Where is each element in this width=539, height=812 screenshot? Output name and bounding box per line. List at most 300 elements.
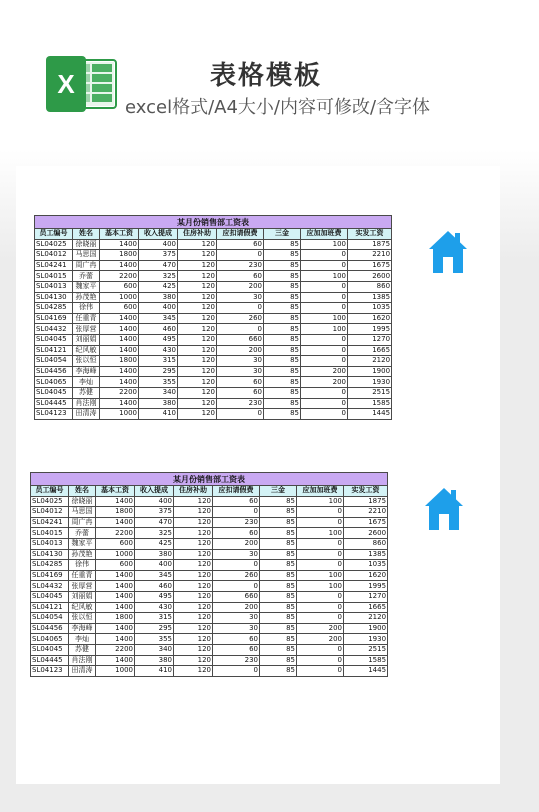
table-cell: 1995 xyxy=(348,324,392,335)
column-header: 员工编号 xyxy=(35,229,73,240)
table-cell: 1000 xyxy=(96,666,135,677)
table-cell: 470 xyxy=(135,517,174,528)
table-cell: 315 xyxy=(135,613,174,624)
table-cell: 2515 xyxy=(348,387,392,398)
table-cell: SL04045 xyxy=(35,334,73,345)
logo-letter: X xyxy=(57,69,75,99)
table-cell: 1400 xyxy=(96,496,135,507)
table-cell: 120 xyxy=(174,623,213,634)
table-cell: 85 xyxy=(264,292,301,303)
table-cell: 任重青 xyxy=(69,570,96,581)
table-cell: 120 xyxy=(178,292,217,303)
table-cell: 1675 xyxy=(348,260,392,271)
table-cell: SL04054 xyxy=(31,613,69,624)
table-cell: 495 xyxy=(135,591,174,602)
table-cell: 0 xyxy=(297,549,344,560)
table-cell: 60 xyxy=(213,644,260,655)
table-cell: 120 xyxy=(178,398,217,409)
column-header: 基本工资 xyxy=(100,229,139,240)
table-cell: 355 xyxy=(139,377,178,388)
table-cell: SL04432 xyxy=(35,324,73,335)
table-cell: 120 xyxy=(178,345,217,356)
table-cell: 60 xyxy=(217,387,264,398)
table-cell: 60 xyxy=(213,496,260,507)
table-cell: 0 xyxy=(213,507,260,518)
table-row xyxy=(31,655,388,666)
table-cell: 肖法刚 xyxy=(69,655,96,666)
table-cell: 85 xyxy=(260,496,297,507)
column-header: 应加加班费 xyxy=(301,229,348,240)
table-cell: 120 xyxy=(178,377,217,388)
table-cell: 85 xyxy=(264,409,301,420)
table-cell: 1800 xyxy=(96,613,135,624)
table-cell: 345 xyxy=(139,313,178,324)
table-cell: 120 xyxy=(174,591,213,602)
table-cell: SL04445 xyxy=(31,655,69,666)
table-cell: 0 xyxy=(213,560,260,571)
table-cell: 0 xyxy=(297,560,344,571)
column-header: 基本工资 xyxy=(96,486,135,497)
table-cell: SL04123 xyxy=(35,409,73,420)
table-cell: 120 xyxy=(174,581,213,592)
table-cell: 1665 xyxy=(348,345,392,356)
table-cell: 230 xyxy=(213,517,260,528)
table-cell: 295 xyxy=(135,623,174,634)
table-cell: SL04121 xyxy=(31,602,69,613)
table-cell: 100 xyxy=(297,581,344,592)
table-row xyxy=(31,602,388,613)
table-cell: 周广冉 xyxy=(69,517,96,528)
table-cell: 600 xyxy=(100,281,139,292)
table-cell: SL04432 xyxy=(31,581,69,592)
table-cell: 325 xyxy=(139,271,178,282)
table-cell: 85 xyxy=(264,271,301,282)
table-cell: 85 xyxy=(264,239,301,250)
table-cell: 0 xyxy=(297,602,344,613)
table-cell: 85 xyxy=(260,507,297,518)
table-cell: SL04123 xyxy=(31,666,69,677)
table-cell: 120 xyxy=(178,356,217,367)
table-cell: 肖法刚 xyxy=(73,398,100,409)
table-cell: 260 xyxy=(213,570,260,581)
table-row xyxy=(35,334,392,345)
table-cell: 260 xyxy=(217,313,264,324)
table-cell: 120 xyxy=(178,271,217,282)
column-header: 实发工资 xyxy=(348,229,392,240)
table-cell: 1995 xyxy=(344,581,388,592)
table-row xyxy=(31,644,388,655)
table-cell: 0 xyxy=(301,398,348,409)
table-cell: SL04241 xyxy=(35,260,73,271)
table-row xyxy=(35,292,392,303)
column-header: 应扣请假费 xyxy=(213,486,260,497)
table-cell: 1585 xyxy=(344,655,388,666)
table-cell: 纪风敏 xyxy=(73,345,100,356)
table-cell: 徐伟 xyxy=(69,560,96,571)
table-cell: 660 xyxy=(217,334,264,345)
table-cell: SL04169 xyxy=(35,313,73,324)
table-cell: SL04121 xyxy=(35,345,73,356)
table-cell: 120 xyxy=(178,334,217,345)
table-cell: 1400 xyxy=(100,324,139,335)
table-cell: 1270 xyxy=(348,334,392,345)
house-icon xyxy=(424,487,464,531)
table-cell: 0 xyxy=(301,387,348,398)
table-cell: 1800 xyxy=(100,250,139,261)
table-cell: 85 xyxy=(264,334,301,345)
table-cell: SL04012 xyxy=(31,507,69,518)
table-cell: 120 xyxy=(178,239,217,250)
table-cell: 1675 xyxy=(344,517,388,528)
table-cell: 85 xyxy=(264,250,301,261)
table-cell: 1000 xyxy=(100,292,139,303)
table-cell: 85 xyxy=(264,356,301,367)
table-cell: 60 xyxy=(213,528,260,539)
table-cell: 0 xyxy=(297,507,344,518)
table-cell: 1400 xyxy=(100,377,139,388)
table-cell: 1400 xyxy=(96,591,135,602)
table-cell: 0 xyxy=(301,281,348,292)
table-cell: 860 xyxy=(344,538,388,549)
table-cell: 85 xyxy=(260,623,297,634)
table-cell: 0 xyxy=(297,538,344,549)
table-cell: 0 xyxy=(297,613,344,624)
table-row xyxy=(31,634,388,645)
table-cell: SL04045 xyxy=(31,644,69,655)
table-cell: 1875 xyxy=(348,239,392,250)
table-cell: 120 xyxy=(178,409,217,420)
salary-table-2 xyxy=(30,472,388,677)
table-cell: 600 xyxy=(100,303,139,314)
table-cell: 1000 xyxy=(100,409,139,420)
table-cell: 100 xyxy=(297,570,344,581)
table-row xyxy=(35,271,392,282)
table-cell: 0 xyxy=(297,591,344,602)
table-cell: 120 xyxy=(178,303,217,314)
table-cell: 60 xyxy=(217,239,264,250)
table-cell: 340 xyxy=(135,644,174,655)
table-cell: 李灿 xyxy=(73,377,100,388)
table-cell: 340 xyxy=(139,387,178,398)
table-cell: SL04045 xyxy=(35,387,73,398)
table-cell: 0 xyxy=(301,409,348,420)
column-header: 收入提成 xyxy=(139,229,178,240)
table-row xyxy=(31,623,388,634)
table-row xyxy=(35,250,392,261)
table-cell: 120 xyxy=(178,260,217,271)
table-cell: 2600 xyxy=(344,528,388,539)
table-row xyxy=(31,581,388,592)
table-row xyxy=(35,260,392,271)
table-row xyxy=(31,560,388,571)
table-cell: SL04013 xyxy=(31,538,69,549)
table-cell: 85 xyxy=(260,602,297,613)
table-cell: 600 xyxy=(96,538,135,549)
table-cell: 85 xyxy=(264,260,301,271)
table-row xyxy=(31,613,388,624)
table-cell: SL04025 xyxy=(31,496,69,507)
table-cell: 2515 xyxy=(344,644,388,655)
table-cell: 100 xyxy=(301,271,348,282)
table-cell: 120 xyxy=(174,655,213,666)
table-cell: 100 xyxy=(301,239,348,250)
table-cell: 1400 xyxy=(100,313,139,324)
table-cell: 230 xyxy=(217,260,264,271)
table-cell: 30 xyxy=(213,623,260,634)
table-cell: 1930 xyxy=(344,634,388,645)
table-cell: 100 xyxy=(301,324,348,335)
table-cell: 315 xyxy=(139,356,178,367)
table-cell: 0 xyxy=(217,303,264,314)
column-header: 实发工资 xyxy=(344,486,388,497)
table-cell: 425 xyxy=(139,281,178,292)
table-cell: 2200 xyxy=(96,528,135,539)
table-cell: SL04130 xyxy=(31,549,69,560)
table-cell: SL04241 xyxy=(31,517,69,528)
table-cell: 李海峰 xyxy=(69,623,96,634)
table-cell: SL04130 xyxy=(35,292,73,303)
page-subtitle: excel格式/A4大小/内容可修改/含字体 xyxy=(125,97,431,118)
table-cell: 120 xyxy=(178,387,217,398)
table-cell: 85 xyxy=(264,303,301,314)
table-cell: 1800 xyxy=(96,507,135,518)
table-cell: 120 xyxy=(174,538,213,549)
table-cell: 85 xyxy=(264,387,301,398)
table-cell: 刘丽娟 xyxy=(69,591,96,602)
table-cell: 0 xyxy=(301,356,348,367)
table-cell: 周广冉 xyxy=(73,260,100,271)
table-cell: 200 xyxy=(213,602,260,613)
table-cell: 1400 xyxy=(100,366,139,377)
table-cell: 1035 xyxy=(348,303,392,314)
table-cell: 徐晓丽 xyxy=(69,496,96,507)
table-cell: 乔蕾 xyxy=(73,271,100,282)
table-cell: 1400 xyxy=(100,334,139,345)
table-cell: 410 xyxy=(135,666,174,677)
table-cell: 乔蕾 xyxy=(69,528,96,539)
table-cell: 120 xyxy=(178,324,217,335)
table-cell: 孙茂艳 xyxy=(73,292,100,303)
column-header: 姓名 xyxy=(69,486,96,497)
table-cell: 85 xyxy=(260,549,297,560)
table-cell: 200 xyxy=(213,538,260,549)
table-cell: 375 xyxy=(139,250,178,261)
table-cell: 纪风敏 xyxy=(69,602,96,613)
table-cell: 230 xyxy=(217,398,264,409)
table-cell: 任重青 xyxy=(73,313,100,324)
table-cell: 1385 xyxy=(348,292,392,303)
table-cell: 60 xyxy=(217,377,264,388)
table-cell: 1400 xyxy=(96,517,135,528)
table-cell: 495 xyxy=(139,334,178,345)
table-cell: 85 xyxy=(264,345,301,356)
table-cell: 120 xyxy=(174,560,213,571)
table-cell: 200 xyxy=(297,634,344,645)
table-cell: 1400 xyxy=(96,634,135,645)
table-cell: 苏健 xyxy=(69,644,96,655)
table-cell: 0 xyxy=(213,581,260,592)
table-cell: 85 xyxy=(260,517,297,528)
table-cell: SL04013 xyxy=(35,281,73,292)
table-cell: 85 xyxy=(260,560,297,571)
table-cell: 85 xyxy=(264,366,301,377)
table-cell: 1400 xyxy=(100,345,139,356)
table-cell: 0 xyxy=(297,517,344,528)
table-cell: SL04169 xyxy=(31,570,69,581)
table-cell: 85 xyxy=(264,377,301,388)
table-cell: 田清涛 xyxy=(73,409,100,420)
table-cell: 400 xyxy=(139,239,178,250)
table-header-row xyxy=(31,486,388,497)
table-cell: 0 xyxy=(301,334,348,345)
table-cell: 85 xyxy=(260,570,297,581)
table-cell: 魏家平 xyxy=(73,281,100,292)
table-cell: 1665 xyxy=(344,602,388,613)
table-header-row xyxy=(35,229,392,240)
table-cell: 徐晓丽 xyxy=(73,239,100,250)
table-row xyxy=(31,549,388,560)
table-cell: 120 xyxy=(178,250,217,261)
table-cell: 张以恒 xyxy=(73,356,100,367)
table-row xyxy=(35,366,392,377)
table-cell: 1035 xyxy=(344,560,388,571)
table-cell: 85 xyxy=(260,581,297,592)
table-cell: 200 xyxy=(217,345,264,356)
table-cell: 1445 xyxy=(344,666,388,677)
table-cell: 120 xyxy=(174,496,213,507)
table-cell: 1400 xyxy=(96,570,135,581)
table-cell: 0 xyxy=(301,303,348,314)
table-cell: 60 xyxy=(217,271,264,282)
table-cell: 0 xyxy=(217,250,264,261)
table-cell: 120 xyxy=(174,570,213,581)
table-cell: 2120 xyxy=(344,613,388,624)
table-cell: SL04445 xyxy=(35,398,73,409)
table-cell: 295 xyxy=(139,366,178,377)
table-cell: 85 xyxy=(260,528,297,539)
column-header: 应扣请假费 xyxy=(217,229,264,240)
table-cell: 200 xyxy=(301,377,348,388)
table-cell: 85 xyxy=(260,634,297,645)
table-cell: 1875 xyxy=(344,496,388,507)
table-cell: 0 xyxy=(217,409,264,420)
table-cell: 200 xyxy=(301,366,348,377)
table-cell: 马思国 xyxy=(69,507,96,518)
table-title-row xyxy=(31,473,388,486)
table-cell: SL04015 xyxy=(35,271,73,282)
table-cell: 200 xyxy=(297,623,344,634)
house-icon xyxy=(428,230,468,274)
table-cell: 1445 xyxy=(348,409,392,420)
table-cell: 0 xyxy=(301,345,348,356)
table-cell: SL04025 xyxy=(35,239,73,250)
table-row xyxy=(31,570,388,581)
table-title: 某月份销售部工资表 xyxy=(35,216,392,229)
table-row xyxy=(35,281,392,292)
table-cell: SL04065 xyxy=(35,377,73,388)
table-cell: 120 xyxy=(174,634,213,645)
table-row xyxy=(31,517,388,528)
table-cell: 孙茂艳 xyxy=(69,549,96,560)
table-cell: 1385 xyxy=(344,549,388,560)
table-cell: 2200 xyxy=(100,271,139,282)
table-cell: 430 xyxy=(139,345,178,356)
table-cell: 375 xyxy=(135,507,174,518)
table-cell: 400 xyxy=(135,496,174,507)
table-cell: 魏家平 xyxy=(69,538,96,549)
table-cell: 100 xyxy=(297,496,344,507)
table-cell: SL04054 xyxy=(35,356,73,367)
table-cell: 0 xyxy=(213,666,260,677)
table-cell: 380 xyxy=(135,655,174,666)
table-row xyxy=(31,528,388,539)
table-cell: 400 xyxy=(135,560,174,571)
table-cell: 张厚营 xyxy=(69,581,96,592)
table-cell: 325 xyxy=(135,528,174,539)
table-cell: 120 xyxy=(178,366,217,377)
table-cell: 85 xyxy=(264,398,301,409)
table-cell: SL04065 xyxy=(31,634,69,645)
table-cell: SL04285 xyxy=(31,560,69,571)
table-cell: 470 xyxy=(139,260,178,271)
table-row xyxy=(31,507,388,518)
table-cell: 380 xyxy=(135,549,174,560)
column-header: 员工编号 xyxy=(31,486,69,497)
table-cell: 0 xyxy=(297,666,344,677)
table-cell: 0 xyxy=(297,655,344,666)
table-cell: 1400 xyxy=(96,655,135,666)
page-title: 表格模板 xyxy=(210,61,323,91)
column-header: 三金 xyxy=(264,229,301,240)
table-title-row xyxy=(35,216,392,229)
table-row xyxy=(35,303,392,314)
table-row xyxy=(35,356,392,367)
table-cell: 30 xyxy=(213,613,260,624)
table-row xyxy=(35,377,392,388)
table-cell: 1400 xyxy=(100,260,139,271)
table-cell: 380 xyxy=(139,292,178,303)
excel-logo-icon xyxy=(46,56,118,112)
table-cell: 李灿 xyxy=(69,634,96,645)
table-cell: 660 xyxy=(213,591,260,602)
column-header: 住房补助 xyxy=(174,486,213,497)
table-row xyxy=(35,239,392,250)
table-cell: 1400 xyxy=(96,623,135,634)
table-cell: 425 xyxy=(135,538,174,549)
table-cell: 1400 xyxy=(96,602,135,613)
table-cell: 1585 xyxy=(348,398,392,409)
table-cell: 85 xyxy=(260,591,297,602)
table-cell: 120 xyxy=(174,666,213,677)
table-title: 某月份销售部工资表 xyxy=(31,473,388,486)
table-cell: 85 xyxy=(260,666,297,677)
table-cell: 345 xyxy=(135,570,174,581)
table-cell: 0 xyxy=(301,292,348,303)
table-cell: SL04456 xyxy=(35,366,73,377)
table-cell: 120 xyxy=(174,644,213,655)
table-cell: 2200 xyxy=(100,387,139,398)
table-cell: 1000 xyxy=(96,549,135,560)
table-cell: 120 xyxy=(174,528,213,539)
table-cell: 85 xyxy=(260,538,297,549)
table-cell: 120 xyxy=(178,281,217,292)
table-cell: 张以恒 xyxy=(69,613,96,624)
table-cell: 30 xyxy=(213,549,260,560)
table-cell: 355 xyxy=(135,634,174,645)
table-cell: SL04456 xyxy=(31,623,69,634)
table-cell: 0 xyxy=(301,260,348,271)
table-cell: 85 xyxy=(260,613,297,624)
